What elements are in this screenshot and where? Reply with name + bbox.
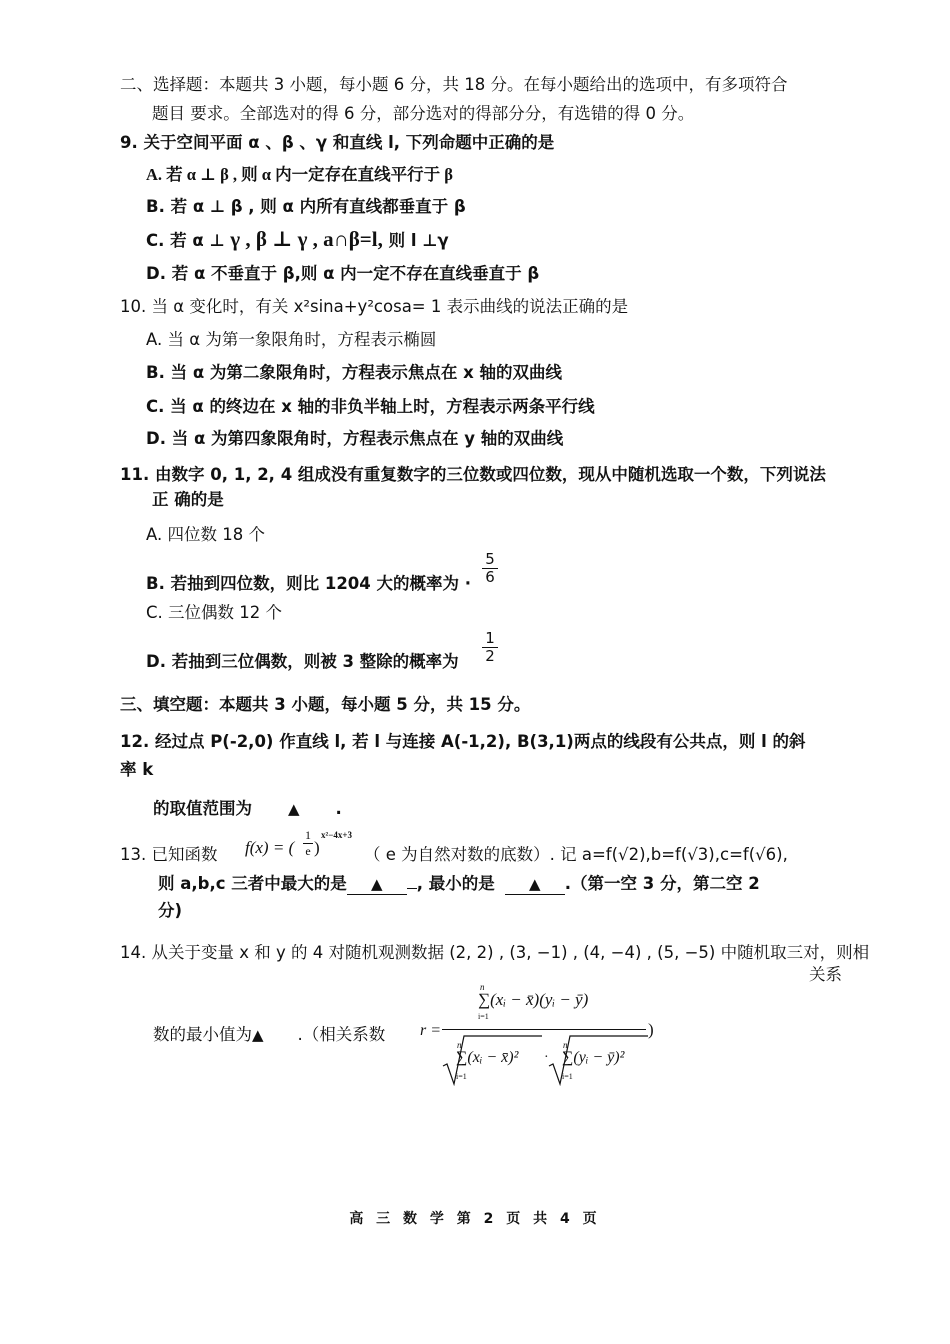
q9-option-c-suffix: 则 l ⊥γ (382, 231, 449, 250)
q9-option-c (146, 229, 449, 251)
q14-formula-close: ) (648, 1020, 654, 1039)
sum-upper-limit: n (480, 982, 485, 992)
q14-formula-numerator: ∑(xᵢ − x̄)(yᵢ − ȳ) (478, 990, 589, 1009)
q13-max-label: 则 a,b,c 三者中最大的是 (158, 874, 347, 893)
q14-line3 (153, 1025, 385, 1045)
q12-end: . (335, 799, 342, 818)
q13-line3: 分) (158, 901, 183, 920)
sum-upper-limit: n (563, 1040, 568, 1050)
q13-formula-rhs: ) (314, 838, 320, 857)
section3-heading: 三、填空题：本题共 3 小题，每小题 5 分，共 15 分。 (120, 695, 531, 714)
q13-formula-exponent: x²−4x+3 (321, 830, 352, 840)
q10-stem: 10. 当 α 变化时，有关 x²sina+y²cosa= 1 表示曲线的说法正确的是 (120, 297, 629, 316)
page-footer: 高 三 数 学 第 2 页 共 4 页 (349, 1211, 601, 1227)
q11-stem-line2: 正 确的是 (152, 490, 224, 509)
q13-formula-lhs: f(x) = ( (245, 838, 295, 857)
q11-option-d: D. 若抽到三位偶数，则被 3 整除的概率为 (146, 652, 459, 671)
fraction-numerator: 1 (482, 630, 498, 648)
q11-option-d-fraction (482, 630, 498, 665)
q11-stem-line1: 11. 由数字 0, 1, 2, 4 组成没有重复数字的三位数或四位数，现从中随机选取一个数，下列说法 (120, 465, 826, 484)
q14-answer-blank: ▲ (252, 1026, 264, 1044)
q14-correlation-note: .（相关系数 (297, 1025, 386, 1044)
q10-option-b: B. 当 α 为第二象限角时，方程表示焦点在 x 轴的双曲线 (146, 363, 563, 382)
fraction-denominator: 6 (485, 568, 495, 586)
q14-formula-denominator-x: ∑(xᵢ − x̄)² (456, 1049, 519, 1066)
q14-formula-r: r = (420, 1022, 442, 1039)
q11-option-c: C. 三位偶数 12 个 (146, 603, 282, 622)
q12-answer-blank: ▲ (288, 800, 300, 818)
q9-stem: 9. 关于空间平面 α 、β 、γ 和直线 l, 下列命题中正确的是 (120, 133, 555, 152)
q13-function-formula (245, 828, 365, 868)
q10-option-a: A. 当 α 为第一象限角时，方程表示椭圆 (146, 330, 437, 349)
q13-line2 (158, 874, 760, 895)
q9-option-c-formula: γ , β ⊥ γ , a∩β=l, (230, 227, 383, 251)
q9-option-d: D. 若 α 不垂直于 β,则 α 内一定不存在直线垂直于 β (146, 264, 540, 283)
q14-formula-denominator-y: ∑(yᵢ − ȳ)² (562, 1049, 625, 1066)
q12-line1: 12. 经过点 P(-2,0) 作直线 l, 若 l 与连接 A(-1,2), B(3,1)两点的线段有公共点，则 l 的斜 (120, 732, 806, 751)
q13-score-note: .（第一空 3 分，第二空 2 (564, 874, 760, 893)
sum-lower-limit: i=1 (456, 1072, 467, 1081)
q9-option-c-prefix: C. 若 α ⊥ (146, 231, 231, 250)
section2-heading-line2: 题目 要求。全部选对的得 6 分，部分选对的得部分分，有选错的得 0 分。 (152, 104, 695, 123)
fraction-numerator: 5 (482, 551, 498, 569)
q14-line2: 关系 (809, 965, 842, 984)
q11-option-a: A. 四位数 18 个 (146, 525, 265, 544)
fraction-bar (442, 1029, 646, 1030)
q9-option-a: A. 若 α ⊥ β , 则 α 内一定存在直线平行于 β (146, 165, 453, 184)
q13-prefix: 13. 已知函数 (120, 845, 218, 864)
q13-min-label: , 最小的是 (416, 874, 495, 893)
q12-line2: 率 k (120, 760, 154, 779)
q13-max-blank: ▲ (347, 874, 407, 895)
q11-option-b-fraction (482, 551, 498, 586)
section2-heading-line1: 二、选择题：本题共 3 小题，每小题 6 分，共 18 分。在每小题给出的选项中，有多项符合 (120, 75, 788, 94)
q13-after-formula: （ e 为自然对数的底数）. 记 a=f(√2),b=f(√3),c=f(√6), (364, 845, 788, 864)
q12-range-label: 的取值范围为 (153, 799, 252, 818)
q9-option-b: B. 若 α ⊥ β , 则 α 内所有直线都垂直于 β (146, 197, 466, 216)
q11-option-b: B. 若抽到四位数，则比 1204 大的概率为 · (146, 574, 472, 593)
sum-lower-limit: i=1 (478, 1012, 489, 1021)
q13-formula-frac-num: 1 (305, 828, 311, 842)
q14-min-label: 数的最小值为 (153, 1025, 252, 1044)
fraction-denominator: 2 (485, 647, 495, 665)
q13-min-blank: ▲ (505, 874, 565, 895)
q14-line1: 14. 从关于变量 x 和 y 的 4 对随机观测数据 (2, 2) , (3, −1) , (4, −4) , (5, −5) 中随机取三对，则相 (120, 943, 870, 962)
q13-formula-frac-den: e (305, 844, 311, 858)
q14-correlation-formula: r = n i=1 ∑(xᵢ − x̄)(yᵢ − ȳ) n i=1 ∑(xᵢ − x̄)² · n i=1 ∑(yᵢ − ȳ)² ) (420, 982, 660, 1090)
sum-lower-limit: i=1 (562, 1072, 573, 1081)
q10-option-c: C. 当 α 的终边在 x 轴的非负半轴上时，方程表示两条平行线 (146, 397, 595, 416)
sum-upper-limit: n (457, 1040, 462, 1050)
q10-option-d: D. 当 α 为第四象限角时，方程表示焦点在 y 轴的双曲线 (146, 429, 564, 448)
q12-line3 (153, 799, 342, 819)
